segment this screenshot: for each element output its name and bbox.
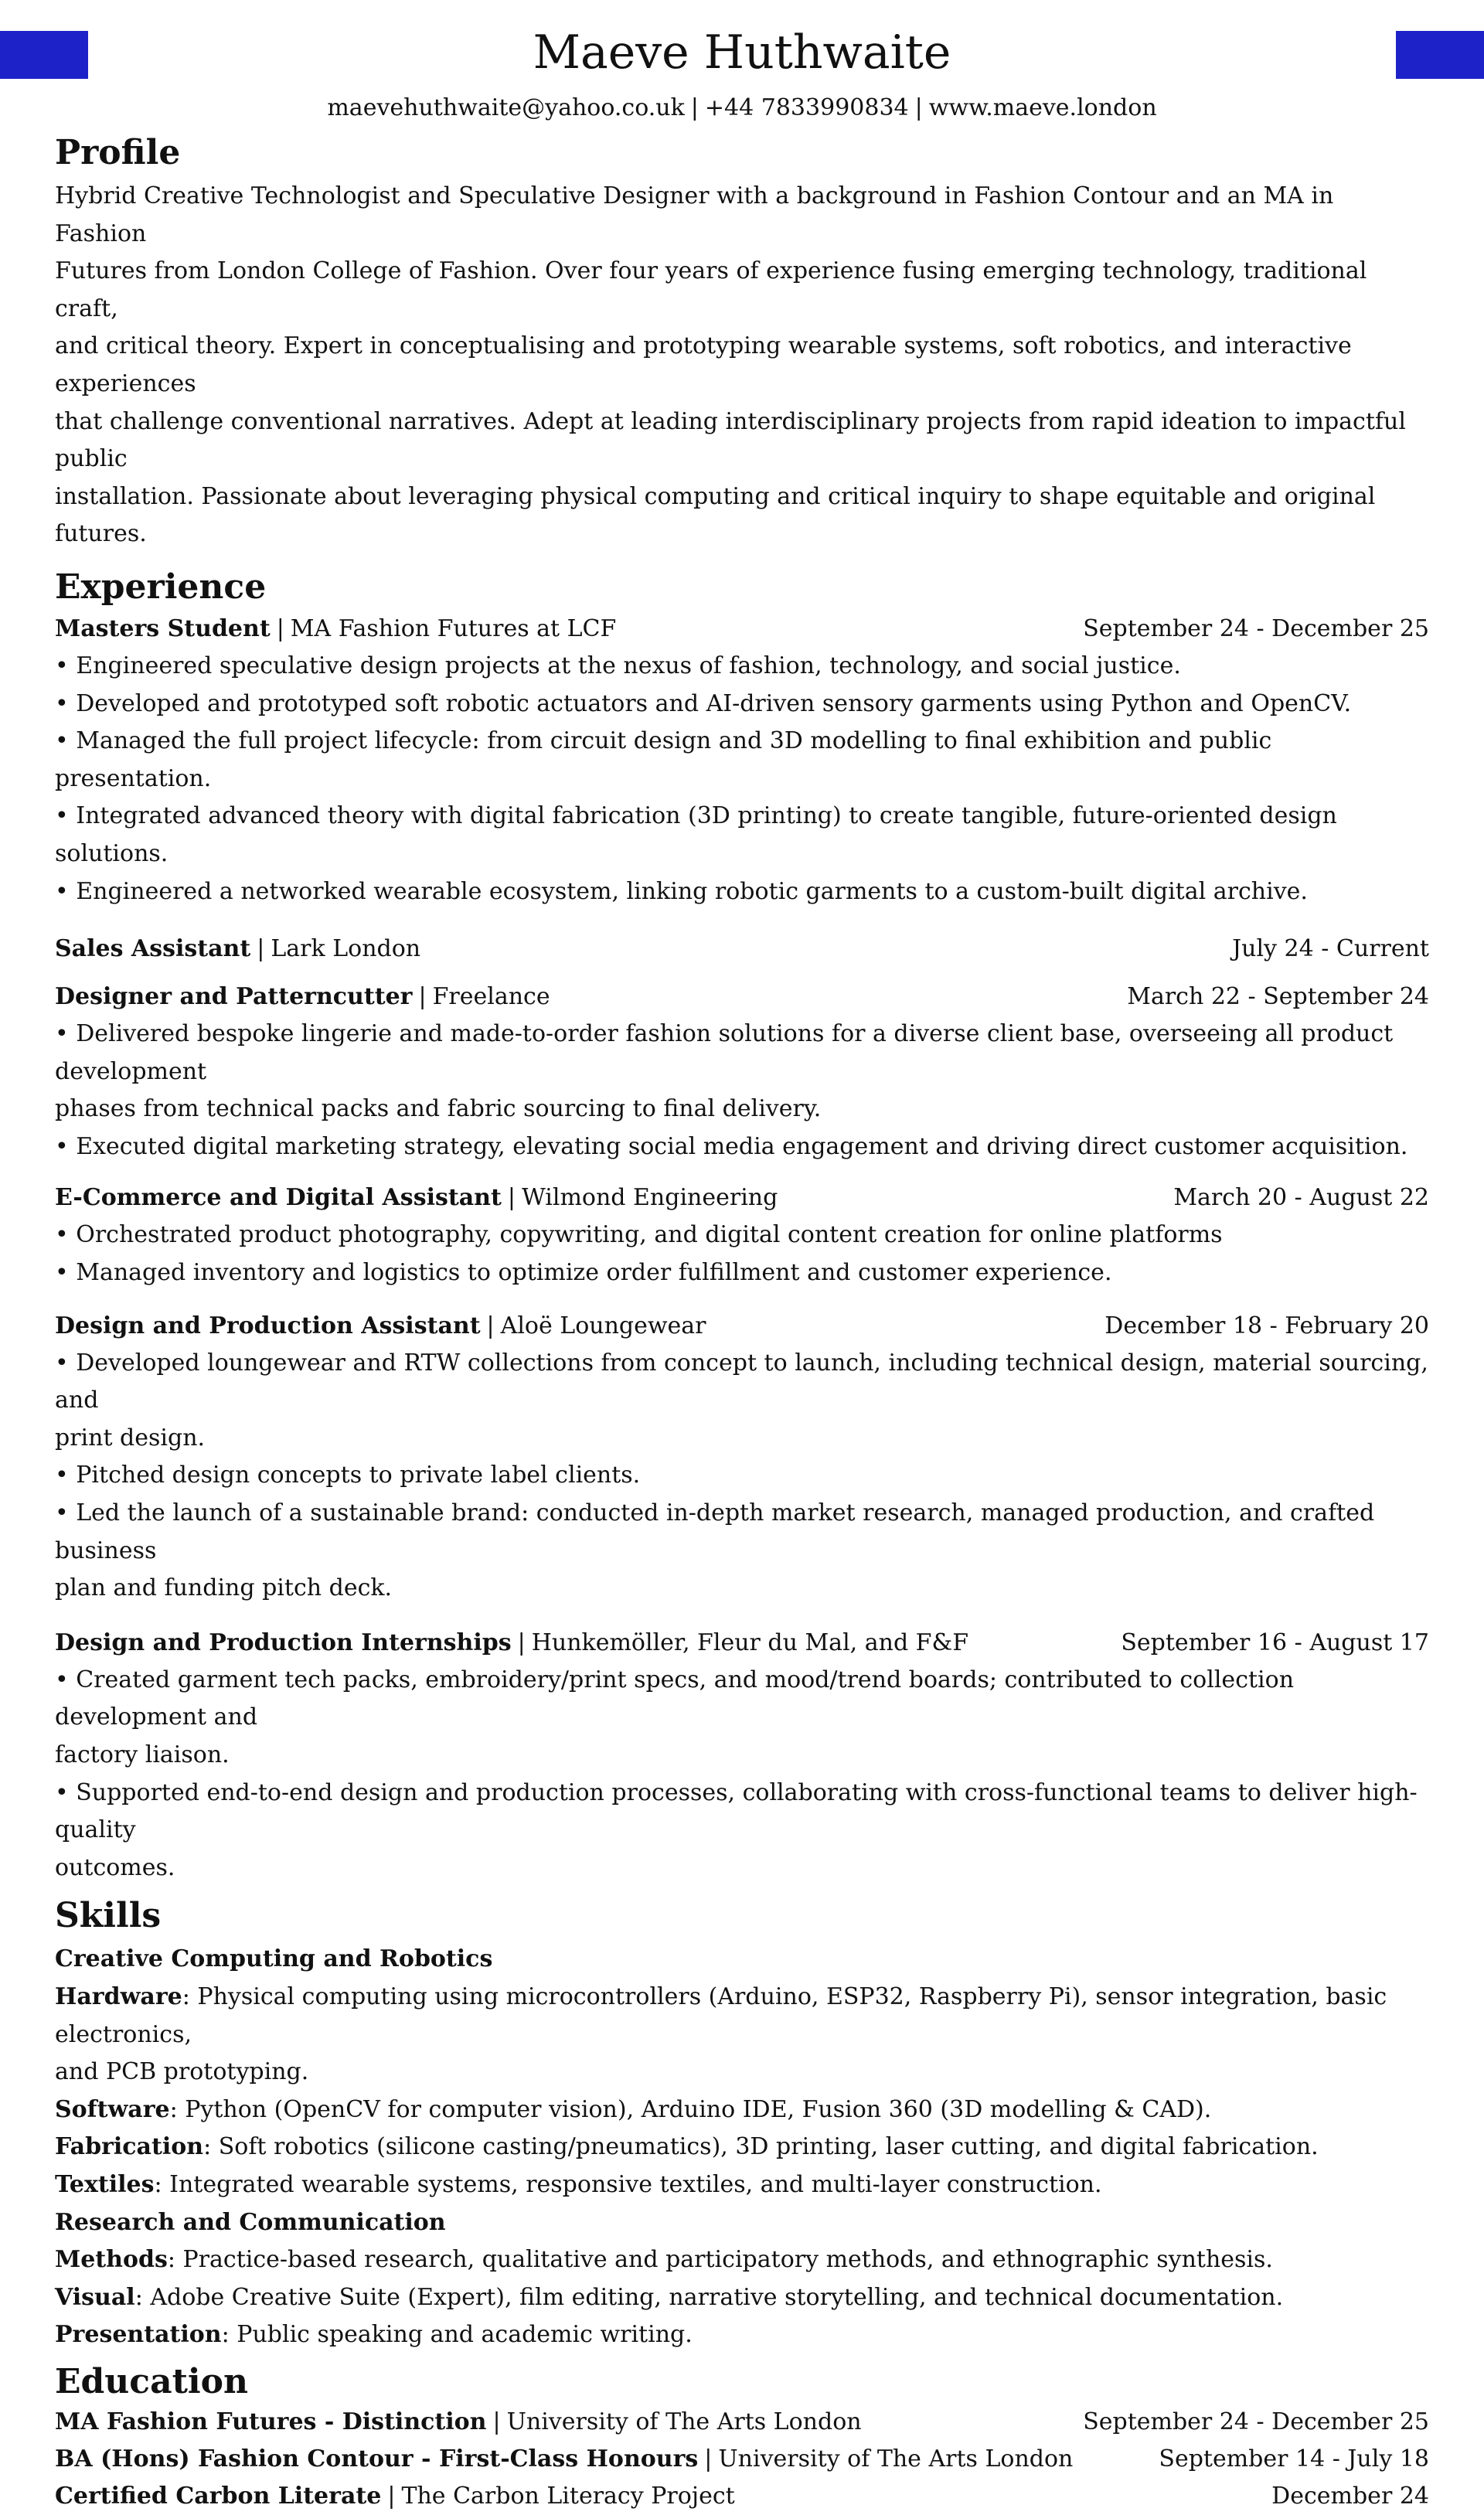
- contact-line: [55, 93, 1429, 124]
- profile-line: Hybrid Creative Technologist and Speculative Designer with a background in Fashion Contour and an MA in Fashion: [55, 182, 1334, 247]
- section-title-profile: Profile: [55, 133, 181, 172]
- skill-label: Textiles: [55, 2170, 155, 2198]
- job-role: Design and Production Assistant: [55, 1312, 481, 1339]
- section-title-experience: Experience: [55, 567, 267, 607]
- education-dates: September 24 - December 25: [1083, 2408, 1429, 2435]
- skill-visual: [55, 2279, 1429, 2317]
- job-dates: March 20 - August 22: [1173, 1184, 1429, 1212]
- education-list: [55, 2404, 1429, 2515]
- job-role: Sales Assistant: [55, 935, 251, 963]
- job-bullet: • Engineered speculative design projects at the nexus of fashion, technology, and social justice.: [55, 652, 1181, 679]
- job-bullet: • Managed the full project lifecycle: from circuit design and 3D modelling to final exhibition and public presentation.: [55, 727, 1272, 792]
- skill-hardware-cont: and PCB prototyping.: [55, 2058, 309, 2086]
- education-item: [55, 2441, 1429, 2478]
- job-dates: March 22 - September 24: [1127, 983, 1429, 1011]
- education-dates: September 14 - July 18: [1159, 2445, 1429, 2472]
- separator: |: [257, 935, 265, 963]
- skill-text: : Practice-based research, qualitative and participatory methods, and ethnographic synthesis.: [167, 2246, 1273, 2274]
- job-role: Masters Student: [55, 614, 271, 642]
- skill-label: Hardware: [55, 1982, 182, 2010]
- education-item: [55, 2478, 1429, 2515]
- job-org: Hunkemöller, Fleur du Mal, and F&F: [531, 1628, 969, 1656]
- section-title-education: Education: [55, 2361, 248, 2401]
- job-entry: [55, 611, 1429, 910]
- education-item: [55, 2404, 1429, 2441]
- profile-line: and critical theory. Expert in conceptualising and prototyping wearable systems, soft robotics, and interactive experiences: [55, 332, 1352, 397]
- skill-text: : Physical computing using microcontrollers (Arduino, ESP32, Raspberry Pi), sensor integration, basic electronics,: [55, 1982, 1387, 2048]
- job-org: Freelance: [432, 983, 550, 1011]
- skills-group-heading: Creative Computing and Robotics: [55, 1945, 493, 1973]
- separator: |: [914, 94, 923, 121]
- skill-label: Methods: [55, 2246, 168, 2274]
- separator: |: [492, 2408, 501, 2435]
- profile-line: installation. Passionate about leveraging physical computing and critical inquiry to shape equitable and original futures.: [55, 482, 1376, 548]
- skill-label: Software: [55, 2095, 170, 2123]
- job-bullet: • Developed and prototyped soft robotic actuators and AI-driven sensory garments using Python and OpenCV.: [55, 689, 1352, 717]
- job-bullet: factory liaison.: [55, 1741, 230, 1768]
- skills-group-heading: Research and Communication: [55, 2208, 446, 2236]
- job-entry: [55, 1179, 1429, 1292]
- website-link[interactable]: www.maeve.london: [928, 94, 1157, 121]
- job-role: Design and Production Internships: [55, 1628, 512, 1656]
- separator: |: [486, 1312, 495, 1339]
- skill-textiles: [55, 2166, 1429, 2204]
- job-bullet: • Orchestrated product photography, copywriting, and digital content creation for online platforms: [55, 1221, 1223, 1249]
- email-link[interactable]: maevehuthwaite@yahoo.co.uk: [327, 94, 685, 121]
- job-entry: [55, 1308, 1429, 1608]
- job-dates: July 24 - Current: [1232, 935, 1429, 963]
- education-institution: University of The Arts London: [718, 2445, 1074, 2472]
- profile-line: that challenge conventional narratives. Adept at leading interdisciplinary projects from rapid ideation to impactful public: [55, 407, 1406, 473]
- separator: |: [704, 2445, 713, 2472]
- separator: |: [276, 614, 284, 642]
- skill-text: : Python (OpenCV for computer vision), Arduino IDE, Fusion 360 (3D modelling & CAD).: [169, 2095, 1212, 2123]
- skill-label: Presentation: [55, 2321, 222, 2349]
- separator: |: [517, 1628, 526, 1656]
- job-org: Wilmond Engineering: [521, 1184, 778, 1212]
- job-entry: [55, 931, 1429, 968]
- job-entry: [55, 1625, 1429, 1887]
- education-qualification: BA (Hons) Fashion Contour - First-Class Honours: [55, 2445, 699, 2472]
- job-bullet: • Supported end-to-end design and production processes, collaborating with cross-functional teams to deliver high-quality: [55, 1778, 1418, 1844]
- skill-text: : Public speaking and academic writing.: [221, 2321, 693, 2349]
- job-bullet: • Executed digital marketing strategy, elevating social media engagement and driving direct customer acquisition.: [55, 1132, 1408, 1160]
- skill-hardware: [55, 1979, 1429, 2054]
- separator: |: [690, 94, 699, 121]
- profile-line: Futures from London College of Fashion. Over four years of experience fusing emerging technology, traditional craft,: [55, 257, 1367, 322]
- skill-text: : Adobe Creative Suite (Expert), film editing, narrative storytelling, and technical documentation.: [134, 2283, 1284, 2311]
- job-bullet: outcomes.: [55, 1853, 175, 1881]
- job-dates: September 16 - August 17: [1121, 1628, 1429, 1656]
- profile-summary: [55, 178, 1429, 553]
- job-bullet: • Managed inventory and logistics to optimize order fulfillment and customer experience.: [55, 1259, 1112, 1287]
- skill-software: [55, 2091, 1429, 2129]
- candidate-name: Maeve Huthwaite: [533, 26, 951, 80]
- separator: |: [418, 983, 427, 1011]
- job-bullet: • Created garment tech packs, embroidery/print specs, and mood/trend boards; contributed to collection development and: [55, 1666, 1295, 1731]
- job-bullet: • Engineered a networked wearable ecosystem, linking robotic garments to a custom-built digital archive.: [55, 877, 1308, 905]
- job-dates: December 18 - February 20: [1104, 1312, 1429, 1339]
- job-bullet: • Developed loungewear and RTW collections from concept to launch, including technical design, material sourcing, and: [55, 1349, 1428, 1414]
- education-institution: The Carbon Literacy Project: [401, 2482, 735, 2510]
- job-dates: September 24 - December 25: [1083, 614, 1429, 642]
- job-bullet: • Pitched design concepts to private label clients.: [55, 1462, 641, 1489]
- separator: |: [387, 2482, 396, 2510]
- job-header: [55, 611, 1429, 648]
- skill-label: Visual: [55, 2283, 135, 2311]
- job-header: [55, 931, 1429, 968]
- resume-page: [55, 0, 1429, 2515]
- separator: |: [507, 1184, 516, 1212]
- job-header: [55, 978, 1429, 1016]
- skill-text: : Soft robotics (silicone casting/pneumatics), 3D printing, laser cutting, and digital fabrication.: [203, 2133, 1319, 2161]
- job-bullet: plan and funding pitch deck.: [55, 1574, 393, 1602]
- job-role: E-Commerce and Digital Assistant: [55, 1184, 502, 1212]
- skill-presentation: [55, 2316, 1429, 2354]
- education-qualification: MA Fashion Futures - Distinction: [55, 2408, 487, 2435]
- education-dates: December 24: [1271, 2482, 1429, 2510]
- phone-number: +44 7833990834: [704, 94, 909, 121]
- job-role: Designer and Patterncutter: [55, 983, 413, 1011]
- job-org: Lark London: [271, 935, 421, 963]
- job-entry: [55, 978, 1429, 1166]
- job-bullet: phases from technical packs and fabric sourcing to final delivery.: [55, 1095, 822, 1123]
- job-bullet: • Integrated advanced theory with digital fabrication (3D printing) to create tangible, future-oriented design solutions.: [55, 802, 1337, 867]
- education-institution: University of The Arts London: [506, 2408, 862, 2435]
- skill-label: Fabrication: [55, 2133, 204, 2161]
- skill-fabrication: [55, 2129, 1429, 2166]
- job-bullet: • Delivered bespoke lingerie and made-to-order fashion solutions for a diverse client base, overseeing all product development: [55, 1020, 1394, 1085]
- skill-methods: [55, 2241, 1429, 2279]
- skill-text: : Integrated wearable systems, responsive textiles, and multi-layer construction.: [154, 2170, 1102, 2198]
- job-header: [55, 1625, 1429, 1662]
- job-bullet: print design.: [55, 1424, 206, 1451]
- education-qualification: Certified Carbon Literate: [55, 2482, 382, 2510]
- job-org: MA Fashion Futures at LCF: [290, 614, 617, 642]
- job-header: [55, 1308, 1429, 1345]
- skills-block: [55, 1941, 1429, 2354]
- section-title-skills: Skills: [55, 1896, 162, 1936]
- job-org: Aloë Loungewear: [500, 1312, 706, 1339]
- job-header: [55, 1179, 1429, 1217]
- job-bullet: • Led the launch of a sustainable brand: conducted in-depth market research, managed production, and crafted business: [55, 1499, 1375, 1564]
